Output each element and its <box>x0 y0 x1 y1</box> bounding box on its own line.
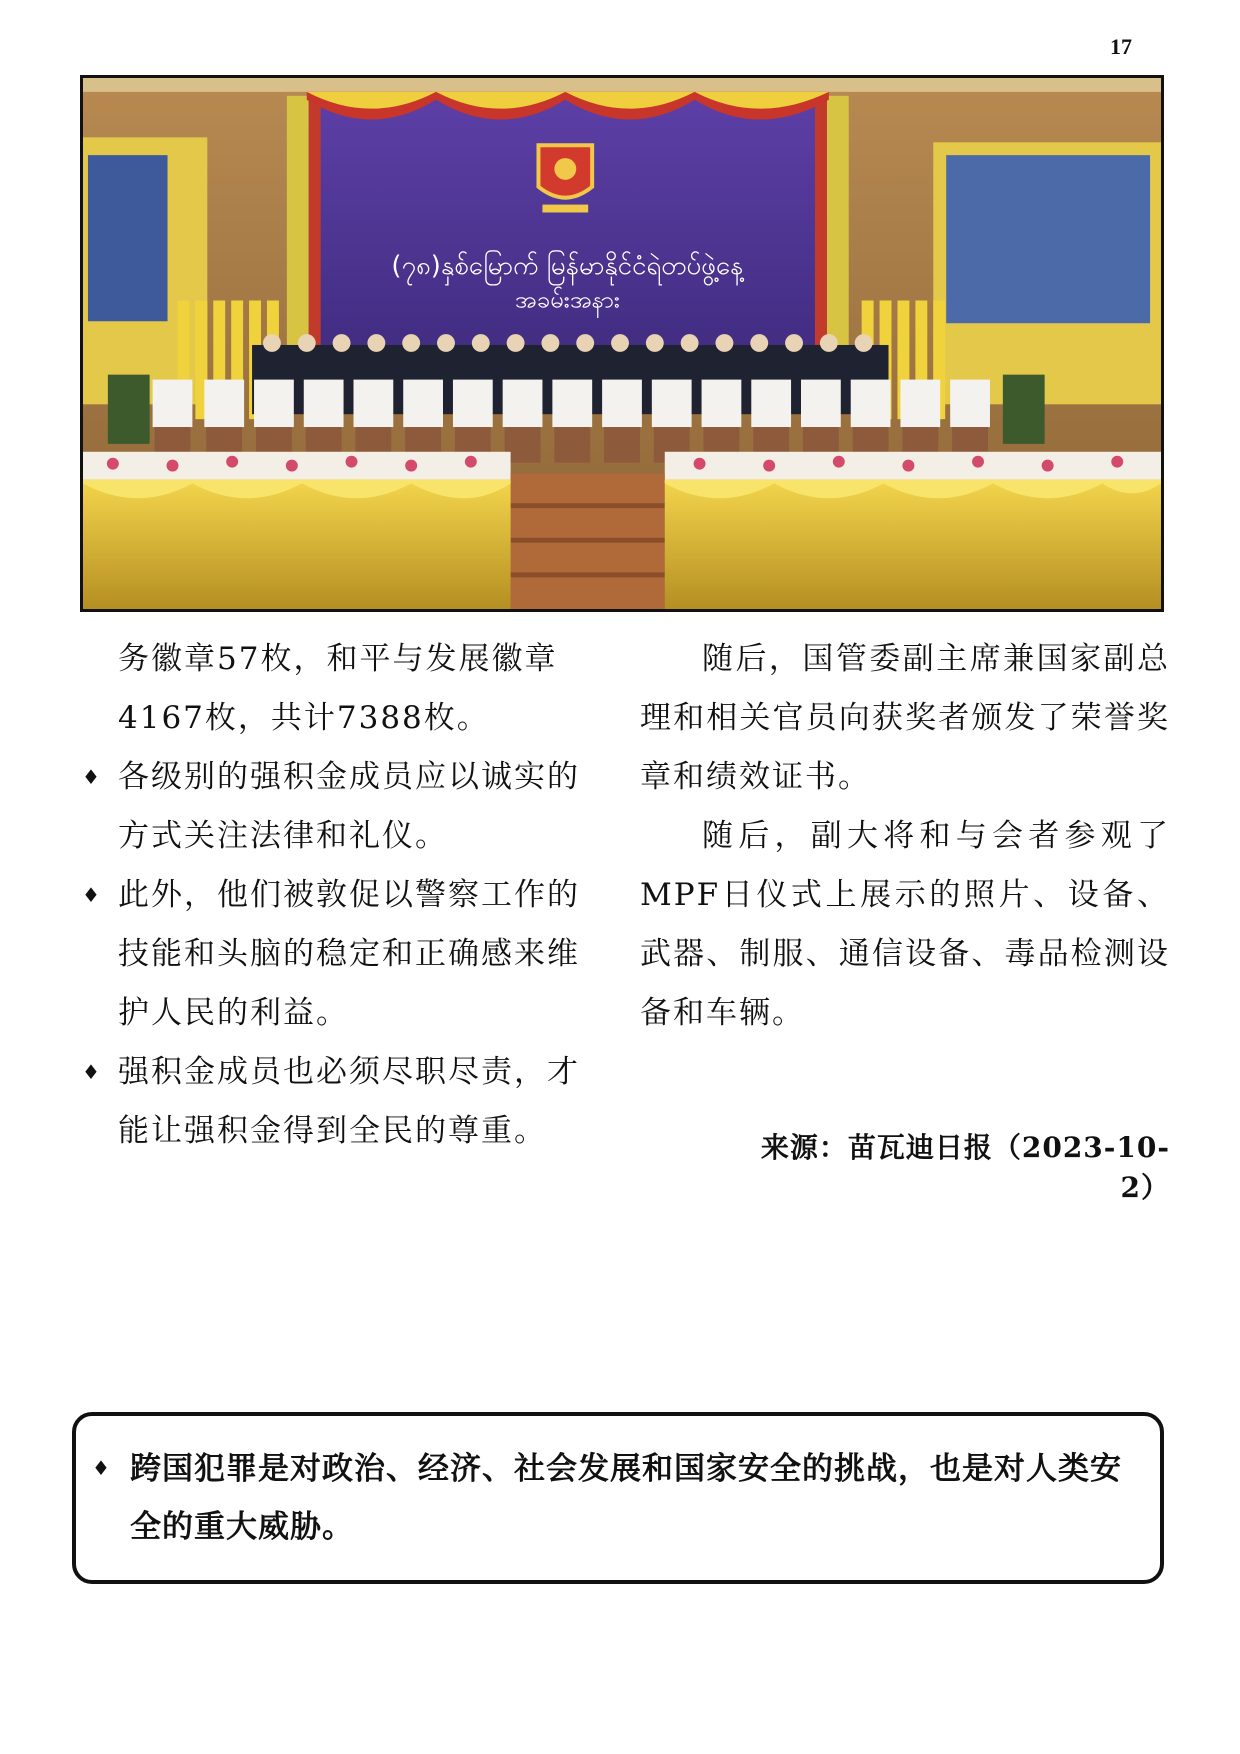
bullet-item <box>80 866 600 1043</box>
body-paragraph: 随后，副大将和与会者参观了MPF日仪式上展示的照片、设备、武器、制服、通信设备、毒品检测设备和车辆。 <box>640 818 1170 1031</box>
right-column <box>640 630 1170 1043</box>
ceremony-photo <box>80 75 1164 612</box>
bullet-text: 此外，他们被敦促以警察工作的技能和头脑的稳定和正确感来维护人民的利益。 <box>118 877 580 1031</box>
diamond-bullet-icon: ♦ <box>82 765 102 789</box>
diamond-bullet-icon: ♦ <box>82 883 102 907</box>
highlight-text: 跨国犯罪是对政治、经济、社会发展和国家安全的挑战，也是对人类安全的重大威胁。 <box>130 1451 1122 1545</box>
diamond-bullet-icon: ♦ <box>92 1456 110 1480</box>
diamond-bullet-icon: ♦ <box>82 1060 102 1084</box>
banner-line2: အခမ်းအနား <box>514 285 620 314</box>
source-citation: 来源：苗瓦迪日报（2023-10-2） <box>760 1131 1170 1204</box>
bullet-text: 各级别的强积金成员应以诚实的方式关注法律和礼仪。 <box>118 759 580 854</box>
page-number: 17 <box>1110 34 1132 59</box>
continuation-paragraph: 务徽章57枚，和平与发展徽章4167枚，共计7388枚。 <box>118 641 558 736</box>
bullet-item <box>80 1043 600 1161</box>
bullet-text: 强积金成员也必须尽职尽责，才能让强积金得到全民的尊重。 <box>118 1054 580 1149</box>
highlight-box <box>72 1412 1164 1584</box>
body-paragraph: 随后，国管委副主席兼国家副总理和相关官员向获奖者颁发了荣誉奖章和绩效证书。 <box>640 641 1170 795</box>
banner-line1: (၇၈)နှစ်မြောက် မြန်မာနိုင်ငံရဲတပ်ဖွဲ့နေ့ <box>391 250 744 281</box>
bullet-item <box>80 748 600 866</box>
left-column <box>80 630 600 1161</box>
